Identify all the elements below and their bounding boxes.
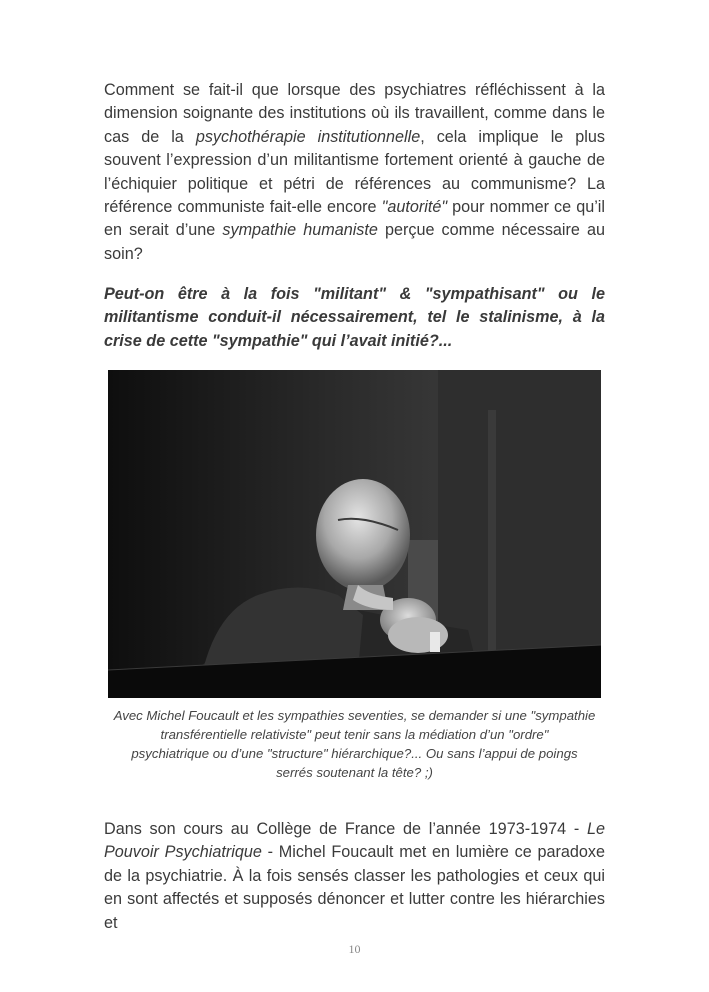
body-paragraph-1 — [104, 79, 605, 266]
p1-text-2: , cela implique le plus souvent l’expression d’un militantisme fortement orienté à gauche de l’échiquier politique et pétri de références au communisme? La référence communiste fait-elle encore — [104, 127, 605, 217]
caption-line-2: transférentielle relativiste" peut tenir sans la médiation d’un "ordre" — [160, 727, 549, 742]
caption-line-1: Avec Michel Foucault et les sympathies seventies, se demander si une "sympathie — [113, 708, 596, 723]
page-number: 10 — [348, 942, 361, 956]
p1-italic-1: psychothérapie institutionnelle — [195, 127, 421, 146]
p3-italic-1: Le Pouvoir Psychiatrique — [104, 820, 605, 862]
p1-italic-2: "autorité" — [381, 198, 448, 217]
p1-italic-3: sympathie humaniste — [222, 221, 378, 240]
photo-caption — [104, 706, 605, 782]
p1-text-4: perçue comme nécessaire au soin? — [104, 221, 605, 263]
p1-text-3: pour nommer ce qu’il en serait d’une — [104, 198, 605, 240]
p3-text-2: - Michel Foucault met en lumière ce paradoxe de la psychiatrie. À la fois sensés classer les pathologies et ceux qui en sont affectés et supposés dénoncer et lutter contre les hiérarchies et — [104, 843, 605, 932]
body-paragraph-2-question: Peut-on être à la fois "militant" & "sympathisant" ou le militantisme conduit-il nécessairement, tel le stalinisme, à la crise de cette "sympathie" qui l’avait initié?... — [104, 285, 605, 350]
body-paragraph-3 — [104, 818, 605, 935]
foucault-photograph — [108, 370, 601, 698]
caption-line-4: serrés soutenant la tête? ;) — [276, 765, 433, 780]
p3-text-1: Dans son cours au Collège de France de l’année 1973-1974 - — [104, 820, 587, 838]
p1-text-1: Comment se fait-il que lorsque des psychiatres réfléchissent à la dimension soignante des institutions où ils travaillent, comme dans le cas de la — [104, 81, 605, 146]
caption-line-3: psychiatrique ou d’une "structure" hiérarchique?... Ou sans l’appui de poings — [131, 746, 578, 761]
